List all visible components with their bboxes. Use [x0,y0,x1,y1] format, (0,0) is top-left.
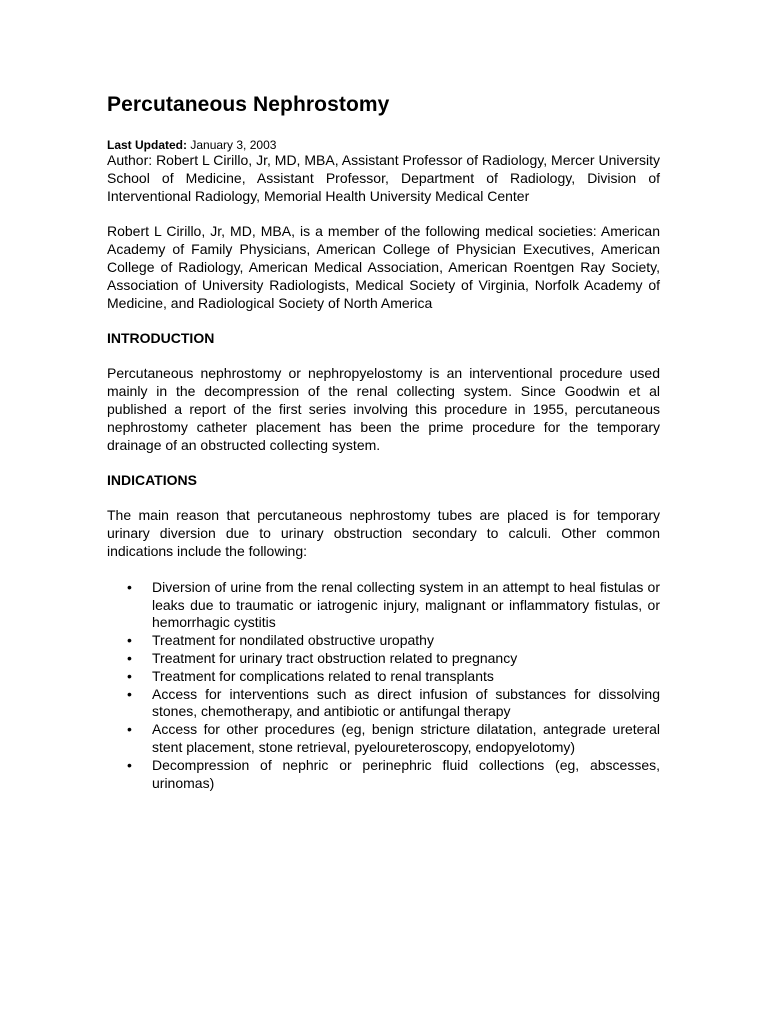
bullet-icon: • [127,667,132,684]
list-item [127,632,660,650]
introduction-heading: INTRODUCTION [107,330,215,347]
introduction-paragraph: Percutaneous nephrostomy or nephropyelostomy is an interventional procedure used mainly in the decompression of the renal collecting system. Since Goodwin et al published a report of the first series involving this procedure in 1955, percutaneous nephrostomy catheter placement has been the prime procedure for the temporary drainage of an obstructed collecting system. [107,365,660,453]
list-item-text: Access for other procedures (eg, benign stricture dilatation, antegrade ureteral stent placement, stone retrieval, pyeloureteroscopy, endopyelotomy) [152,721,660,755]
list-item-text: Treatment for complications related to renal transplants [152,667,494,684]
last-updated-date: January 3, 2003 [190,138,277,152]
bullet-icon: • [127,685,132,702]
bullet-icon: • [127,756,132,773]
list-item [127,756,660,793]
bullet-icon: • [127,578,132,595]
list-item [127,667,660,686]
bullet-icon: • [127,632,132,649]
list-item-text: Treatment for urinary tract obstruction related to pregnancy [152,649,518,666]
last-updated-label: Last Updated: [107,138,188,152]
bullet-icon: • [127,649,132,666]
indications-heading: INDICATIONS [107,472,197,489]
list-item-text: Decompression of nephric or perinephric fluid collections (eg, abscesses, urinomas) [152,756,660,791]
author-paragraph: Author: Robert L Cirillo, Jr, MD, MBA, Assistant Professor of Radiology, Mercer University School of Medicine, Assistant Professor, Department of Radiology, Division of Interventional Radiology, Memorial Health University Medical Center [107,152,660,204]
bullet-icon: • [127,721,132,738]
last-updated-line [107,138,660,152]
indications-paragraph: The main reason that percutaneous nephrostomy tubes are placed is for temporary urinary diversion due to urinary obstruction secondary to calculi. Other common indications include the following: [107,507,660,559]
indications-list [107,579,660,793]
page-title: Percutaneous Nephrostomy [107,93,390,116]
list-item [127,578,660,632]
list-item-text: Treatment for nondilated obstructive uropathy [152,632,434,649]
list-item-text: Diversion of urine from the renal collecting system in an attempt to heal fistulas or leaks due to traumatic or iatrogenic injury, malignant or inflammatory fistulas, or hemorrhagic cystitis [152,578,660,631]
document-content [107,92,660,792]
list-item [127,721,660,757]
list-item [127,649,660,668]
list-item [127,685,660,722]
list-item-text: Access for interventions such as direct infusion of substances for dissolving stones, chemotherapy, and antibiotic or antifungal therapy [152,685,660,720]
societies-paragraph: Robert L Cirillo, Jr, MD, MBA, is a member of the following medical societies: American Academy of Family Physicians, American College of Physician Executives, American College of Radiology, American Medical Association, American Roentgen Ray Society, Association of University Radiologists, Medical Society of Virginia, Norfolk Academy of Medicine, and Radiological Society of North America [107,223,660,311]
